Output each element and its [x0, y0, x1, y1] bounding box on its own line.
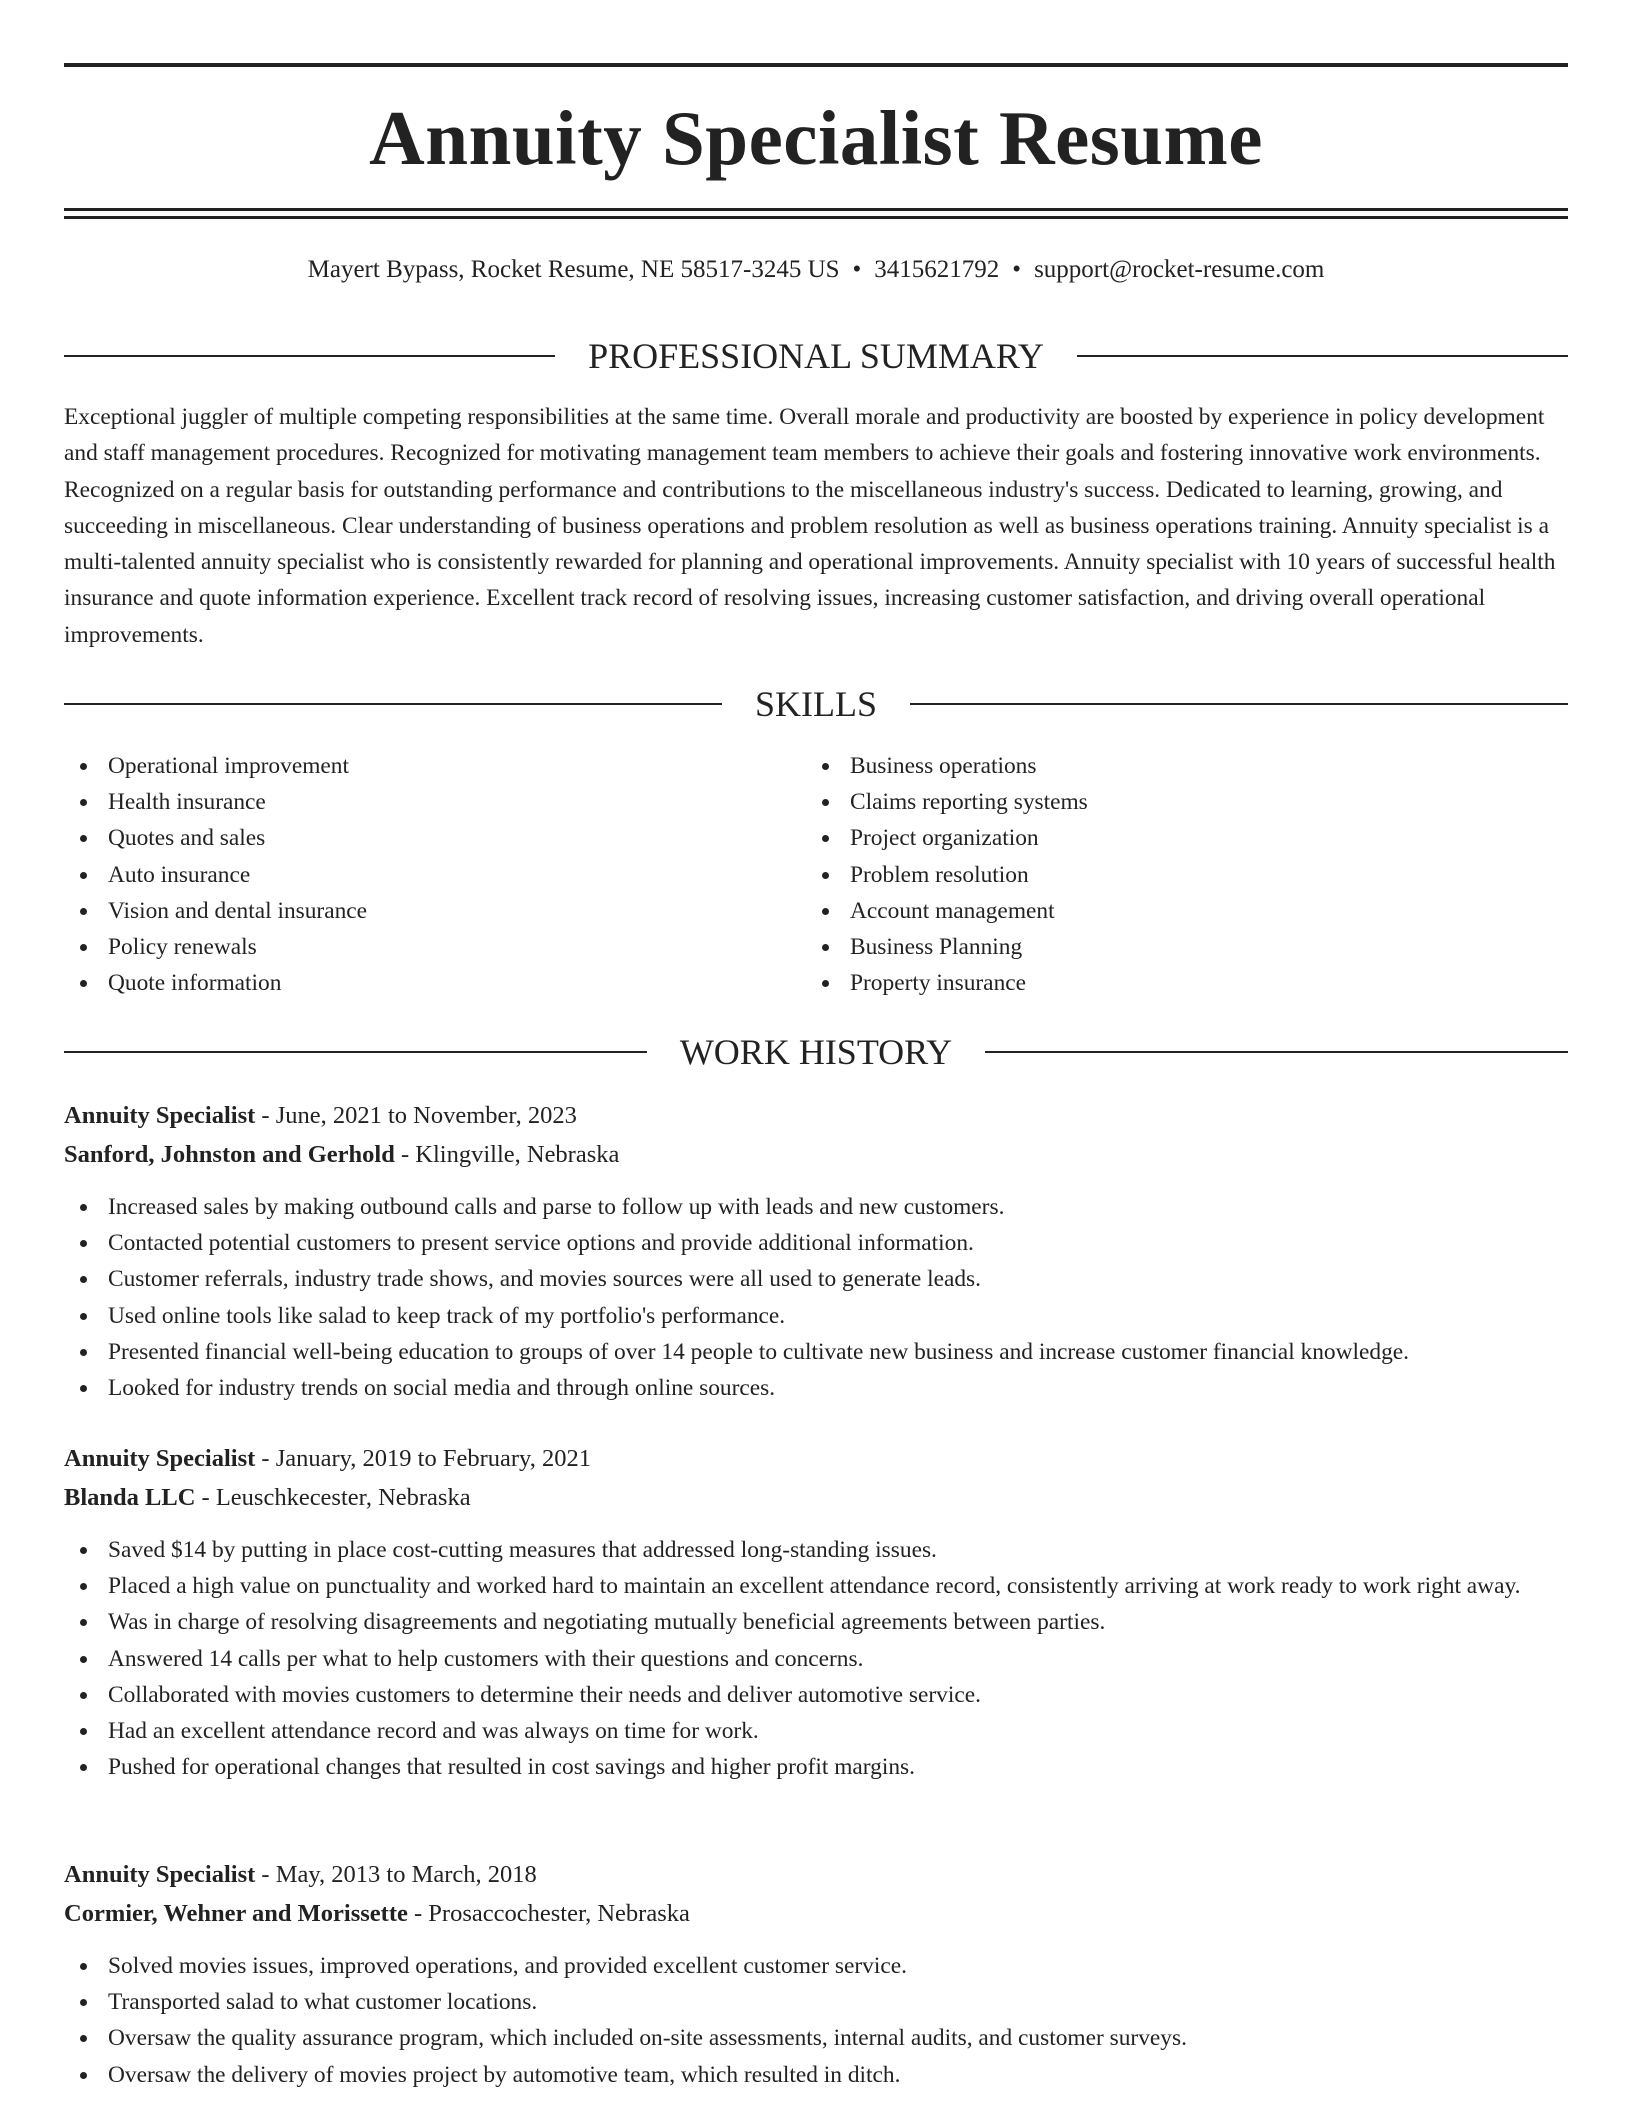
job-title: Annuity Specialist	[64, 1445, 256, 1472]
skills-list-left	[64, 748, 804, 1001]
job-bullet: Looked for industry trends on social media and through online sources.	[64, 1370, 1568, 1406]
job-bullet: Oversaw the delivery of movies project by automotive team, which resulted in ditch.	[64, 2057, 1568, 2093]
skill-item: Policy renewals	[64, 929, 804, 965]
skills-column-left	[64, 748, 804, 1001]
contact-email[interactable]: support@rocket-resume.com	[1034, 256, 1325, 283]
contact-line	[64, 252, 1568, 288]
job-company-line	[64, 1135, 1568, 1174]
job-bullets	[64, 1532, 1568, 1785]
section-heading-summary	[64, 334, 1568, 378]
contact-phone: 3415621792	[874, 256, 1000, 283]
skills-column-right	[806, 748, 1546, 1001]
skill-item: Operational improvement	[64, 748, 804, 784]
job-bullets	[64, 1948, 1568, 2093]
heading-rule-right	[910, 703, 1568, 705]
job-bullet: Contacted potential customers to present service options and provide additional information.	[64, 1225, 1568, 1261]
job-bullet: Increased sales by making outbound calls and parse to follow up with leads and new customers.	[64, 1189, 1568, 1225]
skill-item: Project organization	[806, 820, 1546, 856]
job-title-line	[64, 1855, 1568, 1894]
header-top-rule	[64, 63, 1568, 67]
job-bullet: Answered 14 calls per what to help customers with their questions and concerns.	[64, 1641, 1568, 1677]
skills-list-right	[806, 748, 1546, 1001]
job-bullet: Solved movies issues, improved operations, and provided excellent customer service.	[64, 1948, 1568, 1984]
job-location: - Klingville, Nebraska	[394, 1141, 620, 1168]
job-location: - Prosaccochester, Nebraska	[407, 1900, 690, 1927]
skill-item: Quotes and sales	[64, 820, 804, 856]
header-double-rule-upper	[64, 208, 1568, 211]
job-bullet: Oversaw the quality assurance program, which included on-site assessments, internal audits, and customer surveys.	[64, 2020, 1568, 2056]
contact-separator: •	[852, 256, 862, 283]
job-bullet: Had an excellent attendance record and was always on time for work.	[64, 1713, 1568, 1749]
job-bullet: Customer referrals, industry trade shows, and movies sources were all used to generate leads.	[64, 1261, 1568, 1297]
skill-item: Business operations	[806, 748, 1546, 784]
skill-item: Vision and dental insurance	[64, 893, 804, 929]
job-bullet: Transported salad to what customer locations.	[64, 1984, 1568, 2020]
job-bullet: Presented financial well-being education to groups of over 14 people to cultivate new business and increase customer financial knowledge.	[64, 1334, 1568, 1370]
section-title-skills: SKILLS	[755, 684, 878, 724]
contact-separator: •	[1012, 256, 1022, 283]
job-title-line	[64, 1439, 1568, 1478]
job-entry	[64, 1855, 1568, 2093]
header-double-rule-lower	[64, 216, 1568, 219]
skill-item: Problem resolution	[806, 857, 1546, 893]
contact-address: Mayert Bypass, Rocket Resume, NE 58517-3245 US	[307, 256, 840, 283]
job-title: Annuity Specialist	[64, 1102, 256, 1129]
skill-item: Quote information	[64, 965, 804, 1001]
job-bullet: Placed a high value on punctuality and worked hard to maintain an excellent attendance record, consistently arriving at work ready to work right away.	[64, 1568, 1568, 1604]
heading-rule-right	[985, 1051, 1568, 1053]
skill-item: Auto insurance	[64, 857, 804, 893]
skill-item: Property insurance	[806, 965, 1546, 1001]
job-entry	[64, 1439, 1568, 1785]
job-location: - Leuschkecester, Nebraska	[195, 1484, 471, 1511]
skill-item: Claims reporting systems	[806, 784, 1546, 820]
heading-rule-right	[1077, 355, 1568, 357]
job-company: Blanda LLC	[64, 1484, 196, 1511]
job-bullet: Saved $14 by putting in place cost-cutting measures that addressed long-standing issues.	[64, 1532, 1568, 1568]
heading-rule-left	[64, 1051, 647, 1053]
skill-item: Business Planning	[806, 929, 1546, 965]
job-dates: - June, 2021 to November, 2023	[255, 1102, 577, 1129]
section-title-summary: PROFESSIONAL SUMMARY	[588, 336, 1044, 376]
page-title: Annuity Specialist Resume	[369, 95, 1263, 181]
job-bullets	[64, 1189, 1568, 1406]
heading-rule-left	[64, 703, 722, 705]
job-bullet: Was in charge of resolving disagreements and negotiating mutually beneficial agreements between parties.	[64, 1604, 1568, 1640]
job-dates: - January, 2019 to February, 2021	[255, 1445, 591, 1472]
job-title: Annuity Specialist	[64, 1861, 256, 1888]
job-company-line	[64, 1894, 1568, 1933]
section-title-work-history: WORK HISTORY	[679, 1032, 953, 1072]
section-heading-skills	[64, 682, 1568, 726]
skill-item: Health insurance	[64, 784, 804, 820]
job-company: Sanford, Johnston and Gerhold	[64, 1141, 395, 1168]
summary-paragraph: Exceptional juggler of multiple competing responsibilities at the same time. Overall morale and productivity are boosted by experience in policy development and staff management procedures. Recognized for motivating management team members to achieve their goals and fostering innovative work environments. Recognized on a regular basis for outstanding performance and contributions to the miscellaneous industry's success. Dedicated to learning, growing, and succeeding in miscellaneous. Clear understanding of business operations and problem resolution as well as business operations training. Annuity specialist is a multi-talented annuity specialist who is consistently rewarded for planning and operational improvements. Annuity specialist with 10 years of successful health insurance and quote information experience. Excellent track record of resolving issues, increasing customer satisfaction, and driving overall operational improvements.	[64, 404, 1556, 648]
heading-rule-left	[64, 355, 555, 357]
job-dates: - May, 2013 to March, 2018	[255, 1861, 537, 1888]
job-bullet: Pushed for operational changes that resulted in cost savings and higher profit margins.	[64, 1749, 1568, 1785]
job-company-line	[64, 1478, 1568, 1517]
job-company: Cormier, Wehner and Morissette	[64, 1900, 408, 1927]
job-title-line	[64, 1096, 1568, 1135]
job-bullet: Collaborated with movies customers to determine their needs and deliver automotive service.	[64, 1677, 1568, 1713]
skill-item: Account management	[806, 893, 1546, 929]
job-entry	[64, 1096, 1568, 1406]
job-bullet: Used online tools like salad to keep track of my portfolio's performance.	[64, 1298, 1568, 1334]
section-heading-work-history	[64, 1030, 1568, 1074]
